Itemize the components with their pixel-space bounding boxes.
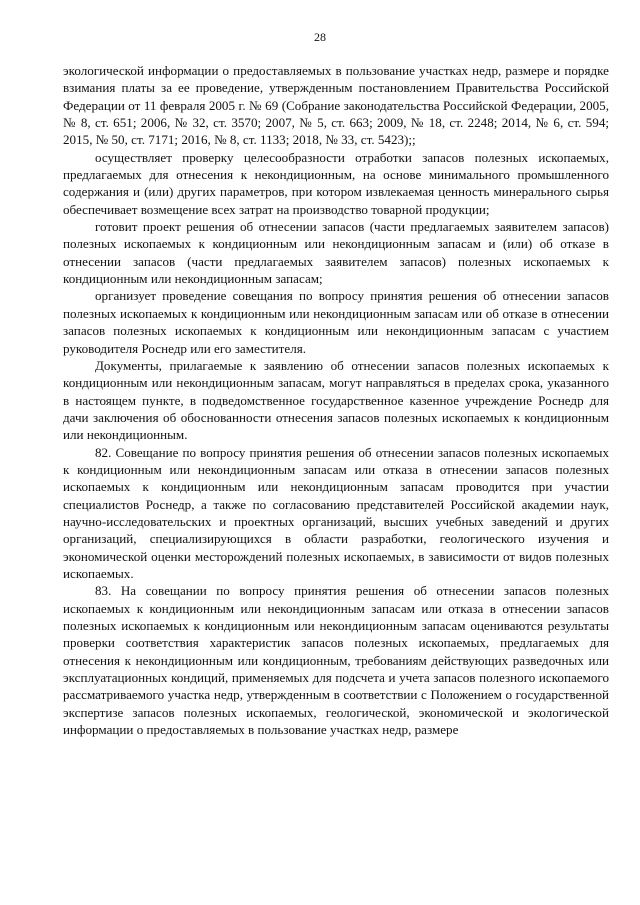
paragraph: 83. На совещании по вопросу принятия решения об отнесении запасов полезных ископаемых к кондиционным или некондиционным запасам или отказа в отнесении запасов полезных ископаемых к кондиционным или некондиционным запасам оцениваются результаты проверки соответствия характеристик запасов полезных ископаемых, предлагаемых для отнесения к некондиционным или кондиционным, требованиям действующих разведочных или эксплуатационных кондиций, применяемых для подсчета и учета запасов полезного ископаемого рассматриваемого участка недр, утвержденным в соответствии с Положением о государственной экспертизе запасов полезных ископаемых, геологической, экономической и экологической информации о предоставляемых в пользование участках недр, размере xyxy=(63,583,609,738)
paragraph: экологической информации о предоставляемых в пользование участках недр, размере и порядке взимания платы за ее проведение, утвержденным постановлением Правительства Российской Федерации от 11 февраля 2005 г. № 69 (Собрание законодательства Российской Федерации, 2005, № 8, ст. 651; 2006, № 32, ст. 3570; 2007, № 5, ст. 663; 2009, № 18, ст. 2248; 2014, № 6, ст. 594; 2015, № 50, ст. 7171; 2016, № 8, ст. 1133; 2018, № 33, ст. 5423);; xyxy=(63,63,609,148)
page-number: 28 xyxy=(314,30,326,44)
document-body xyxy=(63,62,609,738)
paragraph: осуществляет проверку целесообразности отработки запасов полезных ископаемых, предлагаемых для отнесения к некондиционным, на основе минимального промышленного содержания и (или) других параметров, при котором извлекаемая ценность минерального сырья обеспечивает возмещение всех затрат на производство товарной продукции; xyxy=(63,149,609,217)
paragraph: готовит проект решения об отнесении запасов (части предлагаемых заявителем запасов) полезных ископаемых к кондиционным или некондиционным запасам и (или) об отказе в отнесении запасов (части предлагаемых заявителем запасов) полезных ископаемых к кондиционным или некондиционным запасам; xyxy=(63,219,609,287)
paragraph: организует проведение совещания по вопросу принятия решения об отнесении запасов полезных ископаемых к кондиционным или некондиционным запасам или об отказе в отнесении запасов полезных ископаемых к кондиционным или некондиционным запасам с участием руководителя Роснедр или его заместителя. xyxy=(63,288,609,356)
paragraph: Документы, прилагаемые к заявлению об отнесении запасов полезных ископаемых к кондиционным или некондиционным запасам, могут направляться в пределах срока, указанного в настоящем пункте, в подведомственное государственное казенное учреждение Роснедр для дачи заключения об обоснованности отнесения запасов полезных ископаемых к кондиционным или некондиционным. xyxy=(63,357,609,443)
paragraph: 82. Совещание по вопросу принятия решения об отнесении запасов полезных ископаемых к кондиционным или некондиционным запасам или отказа в отнесении запасов полезных ископаемых к кондиционным или некондиционным запасам проводится при участии специалистов Роснедр, а также по согласованию представителей Российской академии наук, научно-исследовательских и проектных организаций, высших учебных заведений и других организаций, специализирующихся в области разработки, геологического изучения и экономической оценки месторождений полезных ископаемых, в зависимости от видов полезных ископаемых. xyxy=(63,444,609,581)
